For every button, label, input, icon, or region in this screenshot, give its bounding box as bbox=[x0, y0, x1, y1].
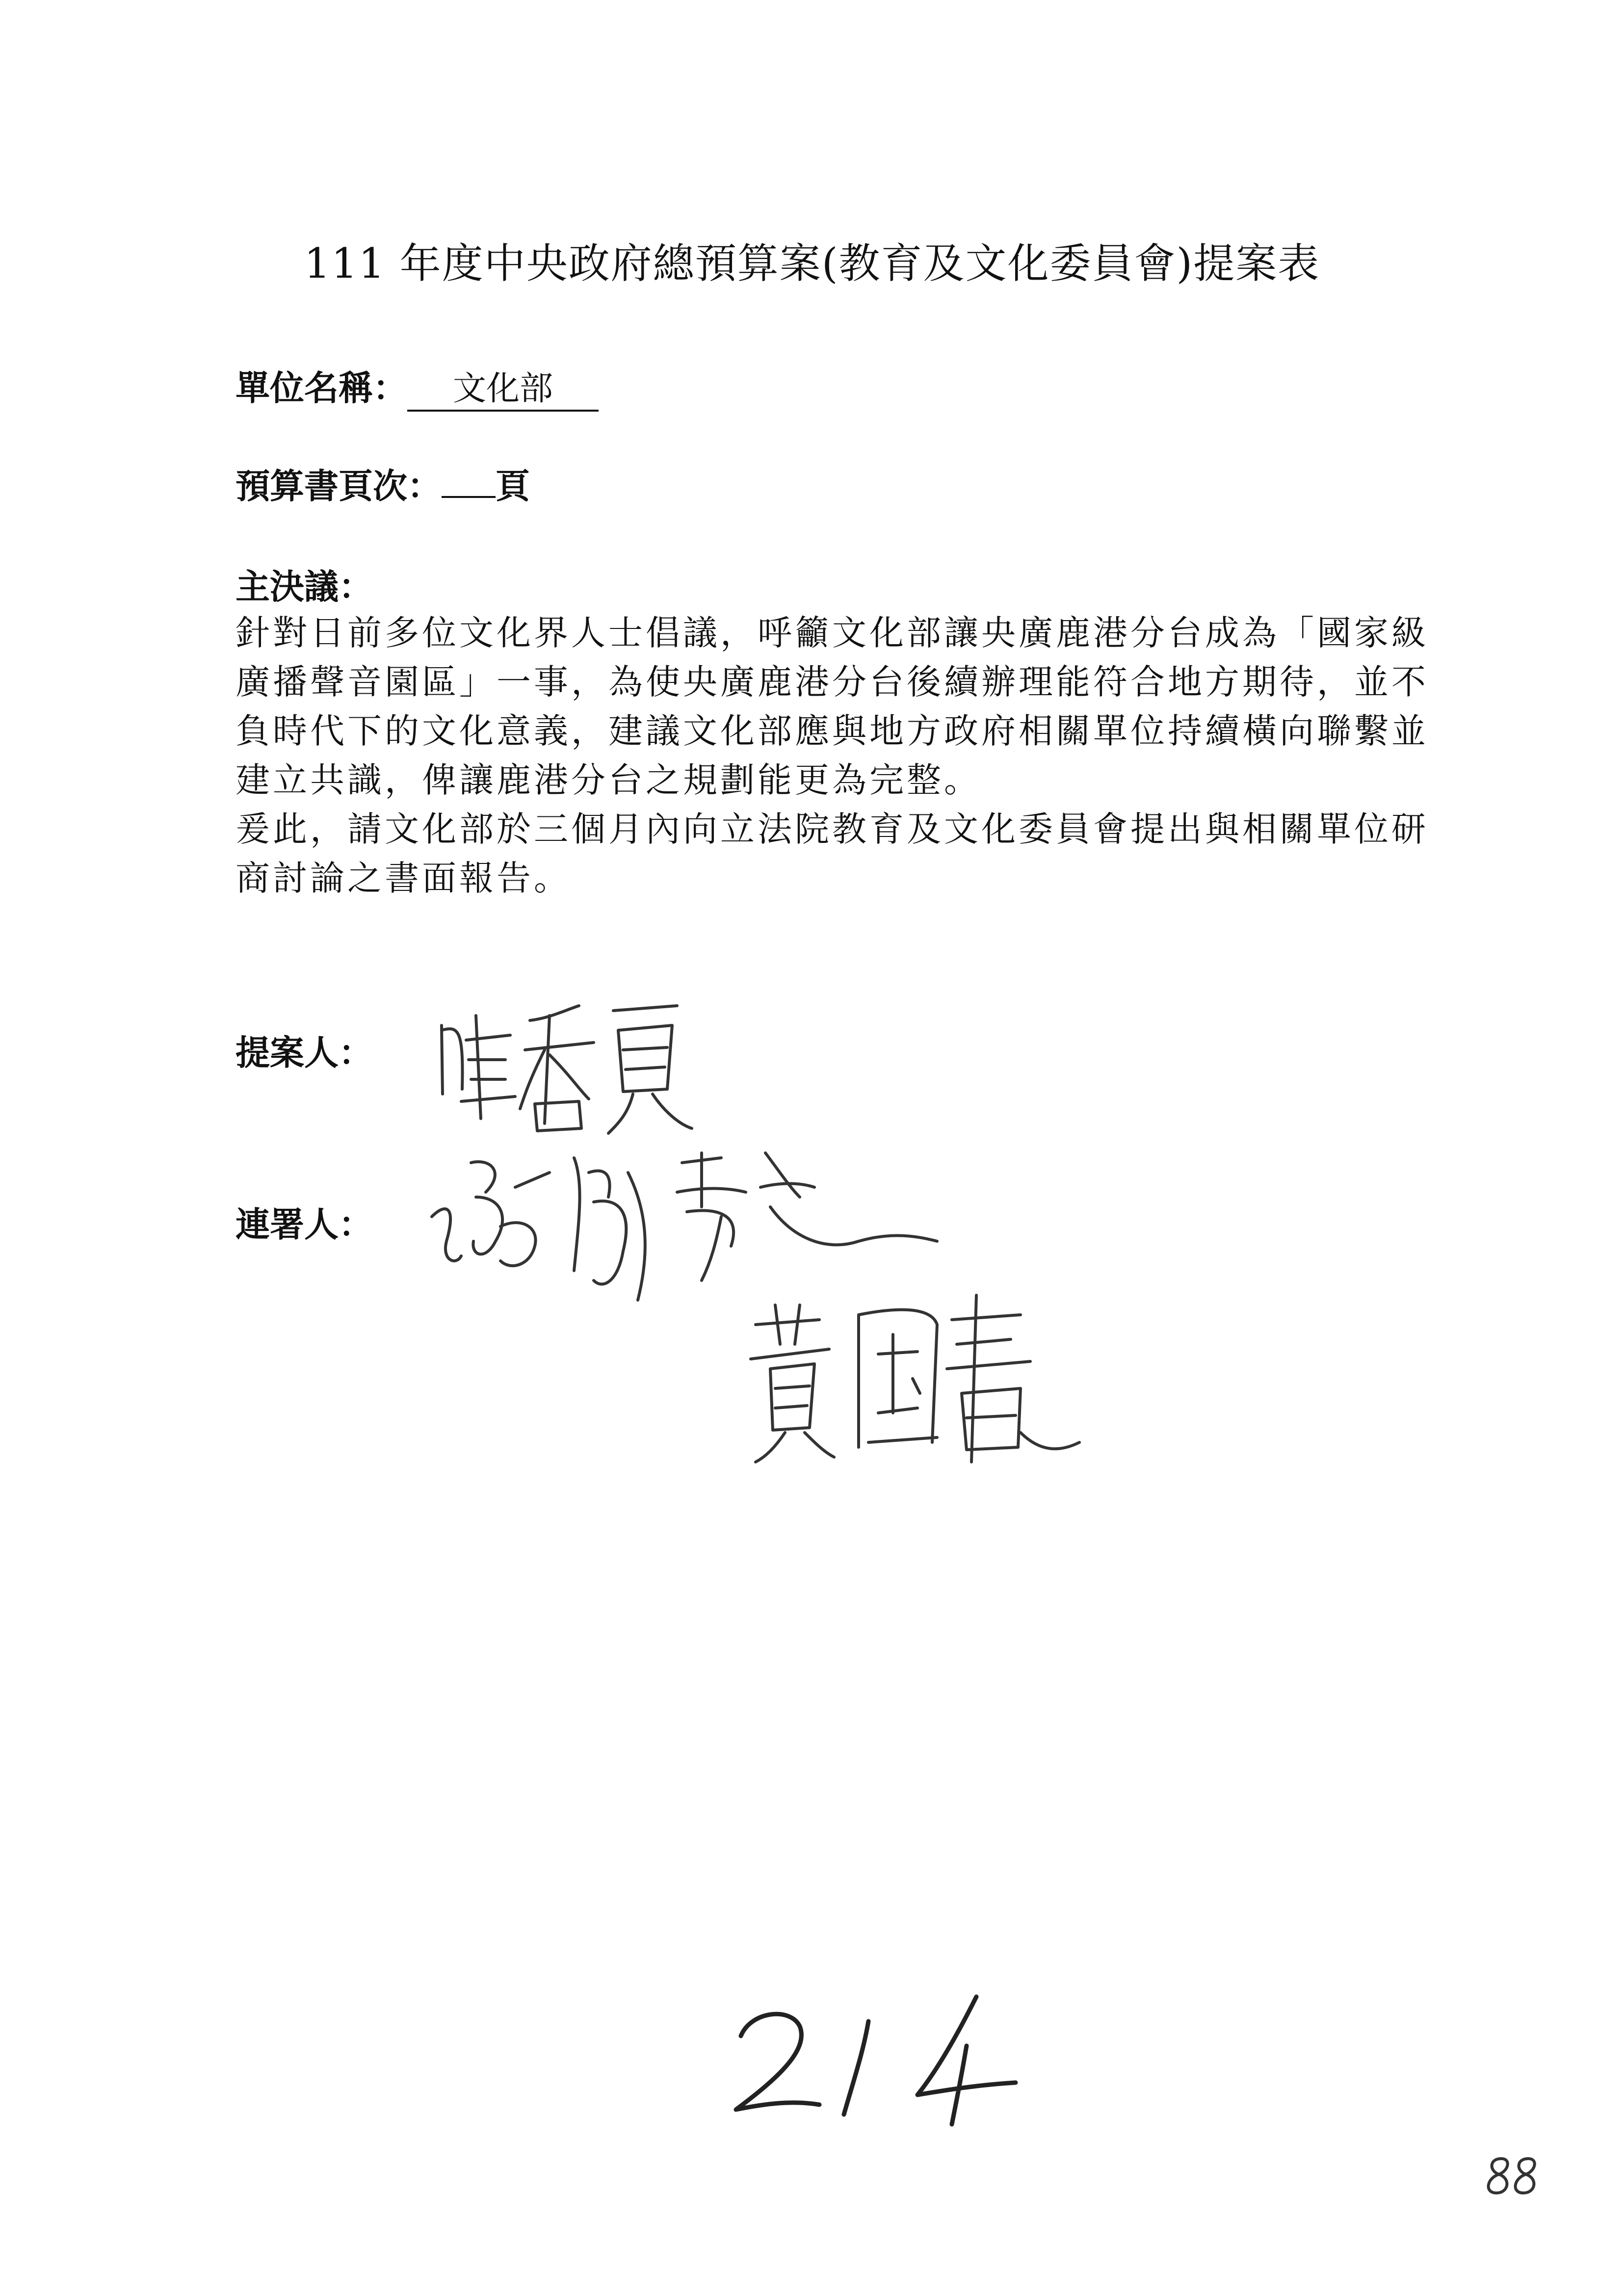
resolution-body bbox=[236, 608, 1433, 903]
cosigner-label: 連署人： bbox=[236, 1204, 373, 1245]
unit-row bbox=[236, 361, 599, 412]
proposer-label: 提案人： bbox=[236, 1033, 373, 1073]
page-number bbox=[1482, 2149, 1545, 2203]
resolution-paragraph: 針對日前多位文化界人士倡議，呼籲文化部讓央廣鹿港分台成為「國家級廣播聲音園區」一事，為使央廣鹿港分台後續辦理能符合地方期待，並不負時代下的文化意義，建議文化部應與地方政府相關單位持續橫向聯繫並建立共識，俾讓鹿港分台之規劃能更為完整。 bbox=[236, 613, 1429, 800]
budget-page-row bbox=[236, 459, 530, 508]
cosigner-signature-1 bbox=[427, 1143, 957, 1310]
budget-page-label: 預算書頁次： bbox=[236, 466, 442, 506]
cosigner-signature-2 bbox=[746, 1285, 1099, 1472]
resolution-paragraph: 爰此，請文化部於三個月內向立法院教育及文化委員會提出與相關單位研商討論之書面報告。 bbox=[236, 809, 1429, 898]
unit-label: 單位名稱： bbox=[236, 368, 407, 408]
document-title: 111 年度中央政府總預算案(教育及文化委員會)提案表 bbox=[304, 239, 1320, 287]
budget-page-value bbox=[442, 462, 496, 498]
resolution-heading: 主決議： bbox=[236, 567, 373, 607]
budget-page-suffix: 頁 bbox=[496, 466, 530, 506]
proposer-signature bbox=[432, 996, 707, 1143]
handwritten-number bbox=[721, 1982, 1025, 2129]
unit-value: 文化部 bbox=[407, 362, 599, 412]
